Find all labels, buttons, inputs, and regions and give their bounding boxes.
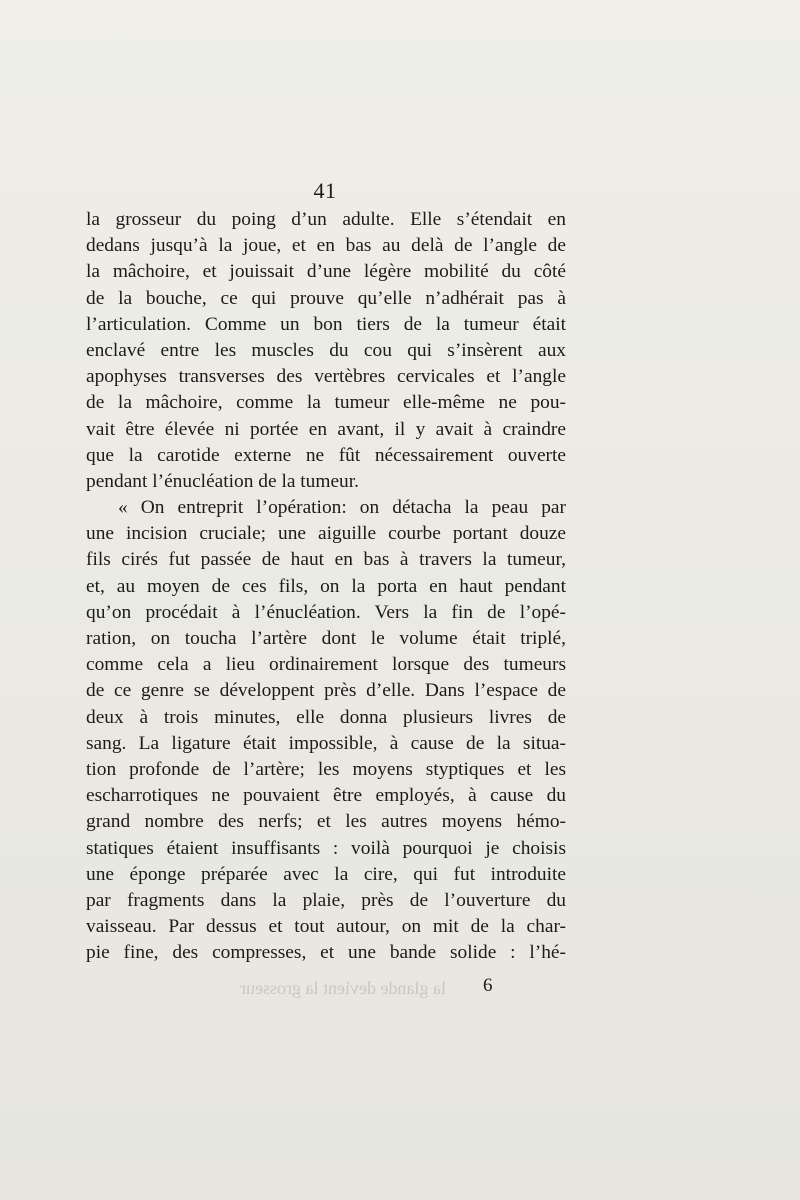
text-line-paragraph-end: pendant l’énucléation de la tumeur. (86, 470, 359, 492)
text-line: une éponge préparée avec la cire, qui fut introduite (86, 863, 566, 885)
text-line: fils cirés fut passée de haut en bas à travers la tumeur, (86, 549, 566, 571)
text-line: tion profonde de l’artère; les moyens styptiques et les (86, 758, 566, 780)
text-line: deux à trois minutes, elle donna plusieurs livres de (86, 706, 566, 728)
text-line-paragraph-start: « On entreprit l’opération: on détacha la peau par (118, 497, 566, 519)
text-line: une incision cruciale; une aiguille courbe portant douze (86, 523, 566, 545)
text-line: statiques étaient insuffisants : voilà pourquoi je choisis (86, 837, 566, 859)
text-line: ration, on toucha l’artère dont le volume était triplé, (86, 628, 566, 649)
text-line: l’articulation. Comme un bon tiers de la tumeur était (86, 313, 566, 335)
text-line: qu’on procédait à l’énucléation. Vers la fin de l’opé- (86, 601, 566, 623)
text-line: de la bouche, ce qui prouve qu’elle n’adhérait pas à (86, 287, 566, 309)
text-line: que la carotide externe ne fût nécessairement ouverte (86, 444, 566, 466)
page-number: 41 (313, 178, 337, 203)
text-line: apophyses transverses des vertèbres cervicales et l’angle (86, 366, 566, 388)
text-line: comme cela a lieu ordinairement lorsque des tumeurs (86, 654, 566, 676)
text-line: la grosseur du poing d’un adulte. Elle s’étendait en (86, 209, 566, 230)
text-line: de la mâchoire, comme la tumeur elle-même ne pou- (86, 392, 566, 414)
body-text (86, 207, 566, 966)
text-line: vaisseau. Par dessus et tout autour, on mit de la char- (86, 916, 566, 938)
text-line: enclavé entre les muscles du cou qui s’insèrent aux (86, 339, 566, 361)
text-line: dedans jusqu’à la joue, et en bas au delà de l’angle de (86, 235, 566, 257)
signature-mark: 6 (483, 975, 493, 996)
text-line: et, au moyen de ces fils, on la porta en haut pendant (86, 575, 566, 597)
text-line: sang. La ligature était impossible, à cause de la situa- (86, 732, 566, 754)
text-line: par fragments dans la plaie, près de l’ouverture du (86, 889, 566, 911)
text-line: escharrotiques ne pouvaient être employés, à cause du (86, 785, 566, 807)
text-line: pie fine, des compresses, et une bande solide : l’hé- (86, 942, 566, 964)
text-line: de ce genre se développent près d’elle. Dans l’espace de (86, 680, 566, 702)
bleed-through-text: la glande devient la grosseur (240, 978, 446, 998)
text-line: grand nombre des nerfs; et les autres moyens hémo- (86, 811, 566, 833)
text-line: la mâchoire, et jouissait d’une légère mobilité du côté (86, 261, 566, 283)
text-line: vait être élevée ni portée en avant, il y avait à craindre (86, 418, 566, 440)
